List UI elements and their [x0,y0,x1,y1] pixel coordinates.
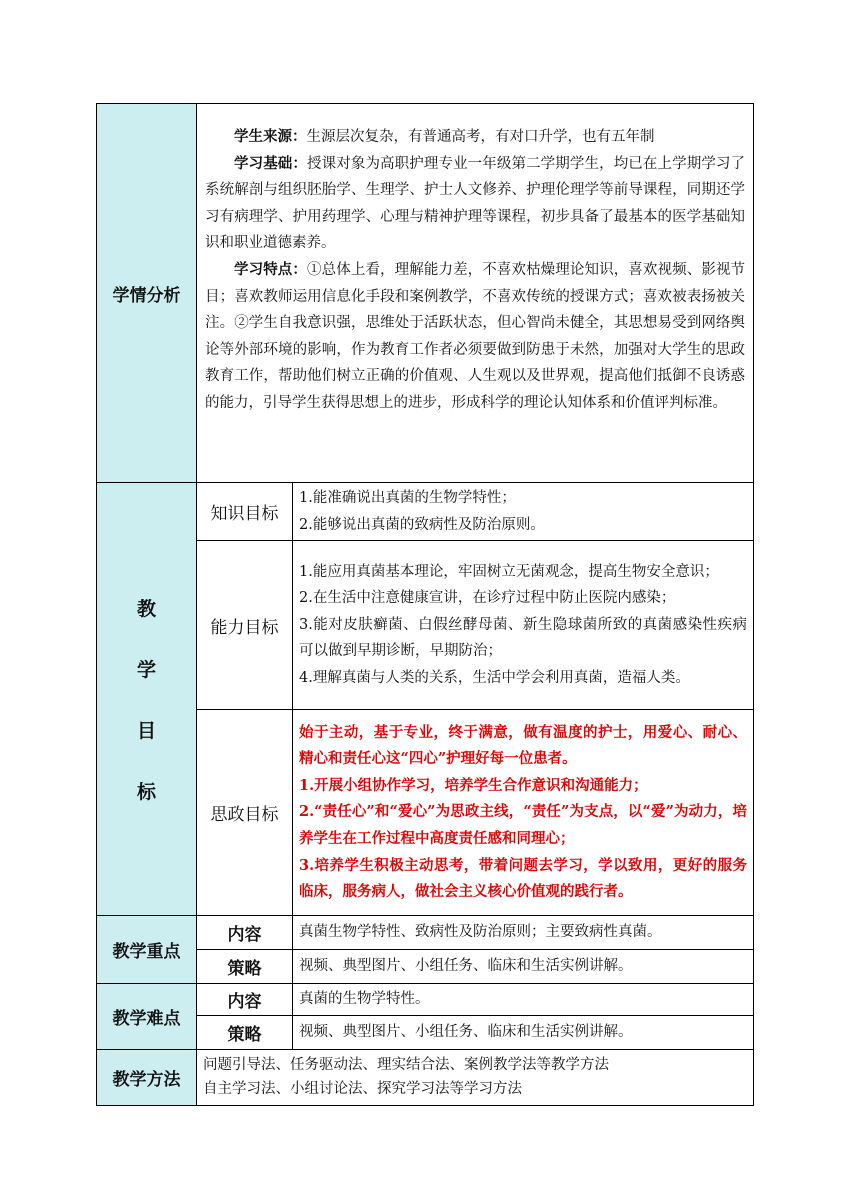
lesson-plan-table [96,103,754,1106]
teaching-goals-char-1: 教 [136,598,156,621]
ability-goal-item: 1.能应用真菌基本理论，牢固树立无菌观念，提高生物安全意识； [299,563,719,580]
student-source-text: 生源层次复杂，有普通高考，有对口升学，也有五年制 [306,129,655,145]
ability-goal-item: 3.能对皮肤癣菌、白假丝酵母菌、新生隐球菌所致的真菌感染性疾病可以做到早期诊断，早期防治； [299,616,748,660]
ability-goal-label: 能力目标 [197,541,293,710]
learning-basis-text: 授课对象为高职护理专业一年级第二学期学生，均已在上学期学习了系统解剖与组织胚胎学、生理学、护士人文修养、护理伦理学等前导课程，同期还学习有病理学、护用药理学、心理与精神护理等课程，初步具备了最基本的医学基础知识和职业道德素养。 [205,155,746,252]
ability-goal-item: 2.在生活中注意健康宣讲，在诊疗过程中防止医院内感染； [299,590,676,607]
knowledge-goal-item: 2.能够说出真菌的致病性及防治原则。 [299,516,545,533]
teaching-goals-char-3: 目 [136,720,156,743]
ideology-goal-item: 始于主动，基于专业，终于满意，做有温度的护士，用爱心、耐心、精心和责任心这“四心”护理好每一位患者。 [299,723,748,768]
student-source-paragraph [205,124,745,151]
ideology-goal-item: 2.“责任心”和“爱心”为思政主线，“责任”为支点，以“爱”为动力，培养学生在工作过程中高度责任感和同理心； [299,803,748,847]
ideology-goal-content [293,710,754,916]
teaching-goals-char-4: 标 [136,781,156,804]
ideology-goal-label: 思政目标 [197,710,293,916]
knowledge-goal-row [97,483,754,541]
ability-goal-item: 4.理解真菌与人类的关系，生活中学会利用真菌，造福人类。 [299,670,690,687]
learning-basis-keyword: 学习基础： [234,155,308,172]
knowledge-goal-item: 1.能准确说出真菌的生物学特性； [299,490,516,506]
student-analysis-row [97,104,754,483]
teaching-goals-char-2: 学 [136,659,156,682]
knowledge-goal-label: 知识目标 [197,483,293,541]
ability-goal-content [293,541,754,710]
student-analysis-content [197,104,754,483]
key-points-strategy-text: 视频、典型图片、小组任务、临床和生活实例讲解。 [293,950,754,984]
key-points-strategy-label: 策略 [197,950,293,984]
learning-traits-paragraph [205,257,745,417]
learning-traits-text: ①总体上看，理解能力差，不喜欢枯燥理论知识，喜欢视频、影视节目；喜欢教师运用信息化手段和案例教学，不喜欢传统的授课方式；喜欢被表扬被关注。②学生自我意识强，思维处于活跃状态，但心智尚未健全，其思想易受到网络舆论等外部环境的影响，作为教育工作者必须要做到防患于未然，加强对大学生的思政教育工作，帮助他们树立正确的价值观、人生观以及世界观，提高他们抵御不良诱惑的能力，引导学生获得思想上的进步，形成科学的理论认知体系和价值评判标准。 [205,261,746,411]
key-points-content-label: 内容 [197,916,293,950]
student-source-keyword: 学生来源： [234,129,307,145]
difficulties-strategy-label: 策略 [197,1015,293,1049]
key-points-content-text: 真菌生物学特性、致病性及防治原则；主要致病性真菌。 [293,916,754,950]
methods-row [97,1049,754,1105]
methods-line: 问题引导法、任务驱动法、理实结合法、案例教学法等教学方法 [203,1057,609,1074]
methods-line: 自主学习法、小组讨论法、探究学习法等学习方法 [203,1081,522,1098]
learning-traits-keyword: 学习特点： [234,261,308,278]
knowledge-goal-content [293,483,754,541]
student-analysis-label: 学情分析 [97,104,197,483]
key-points-content-row [97,916,754,950]
methods-content [197,1049,754,1105]
difficulties-content-label: 内容 [197,984,293,1016]
ideology-goal-item: 1.开展小组协作学习，培养学生合作意识和沟通能力； [299,776,648,794]
learning-basis-paragraph [205,151,745,257]
difficulties-content-row [97,984,754,1016]
ideology-goal-item: 3.培养学生积极主动思考，带着问题去学习，学以致用，更好的服务临床，服务病人，做社会主义核心价值观的践行者。 [299,856,748,901]
teaching-goals-label [97,483,197,916]
difficulties-content-text: 真菌的生物学特性。 [293,984,754,1016]
difficulties-label: 教学难点 [97,984,197,1050]
difficulties-strategy-text: 视频、典型图片、小组任务、临床和生活实例讲解。 [293,1015,754,1049]
methods-label: 教学方法 [97,1049,197,1105]
key-points-label: 教学重点 [97,916,197,984]
